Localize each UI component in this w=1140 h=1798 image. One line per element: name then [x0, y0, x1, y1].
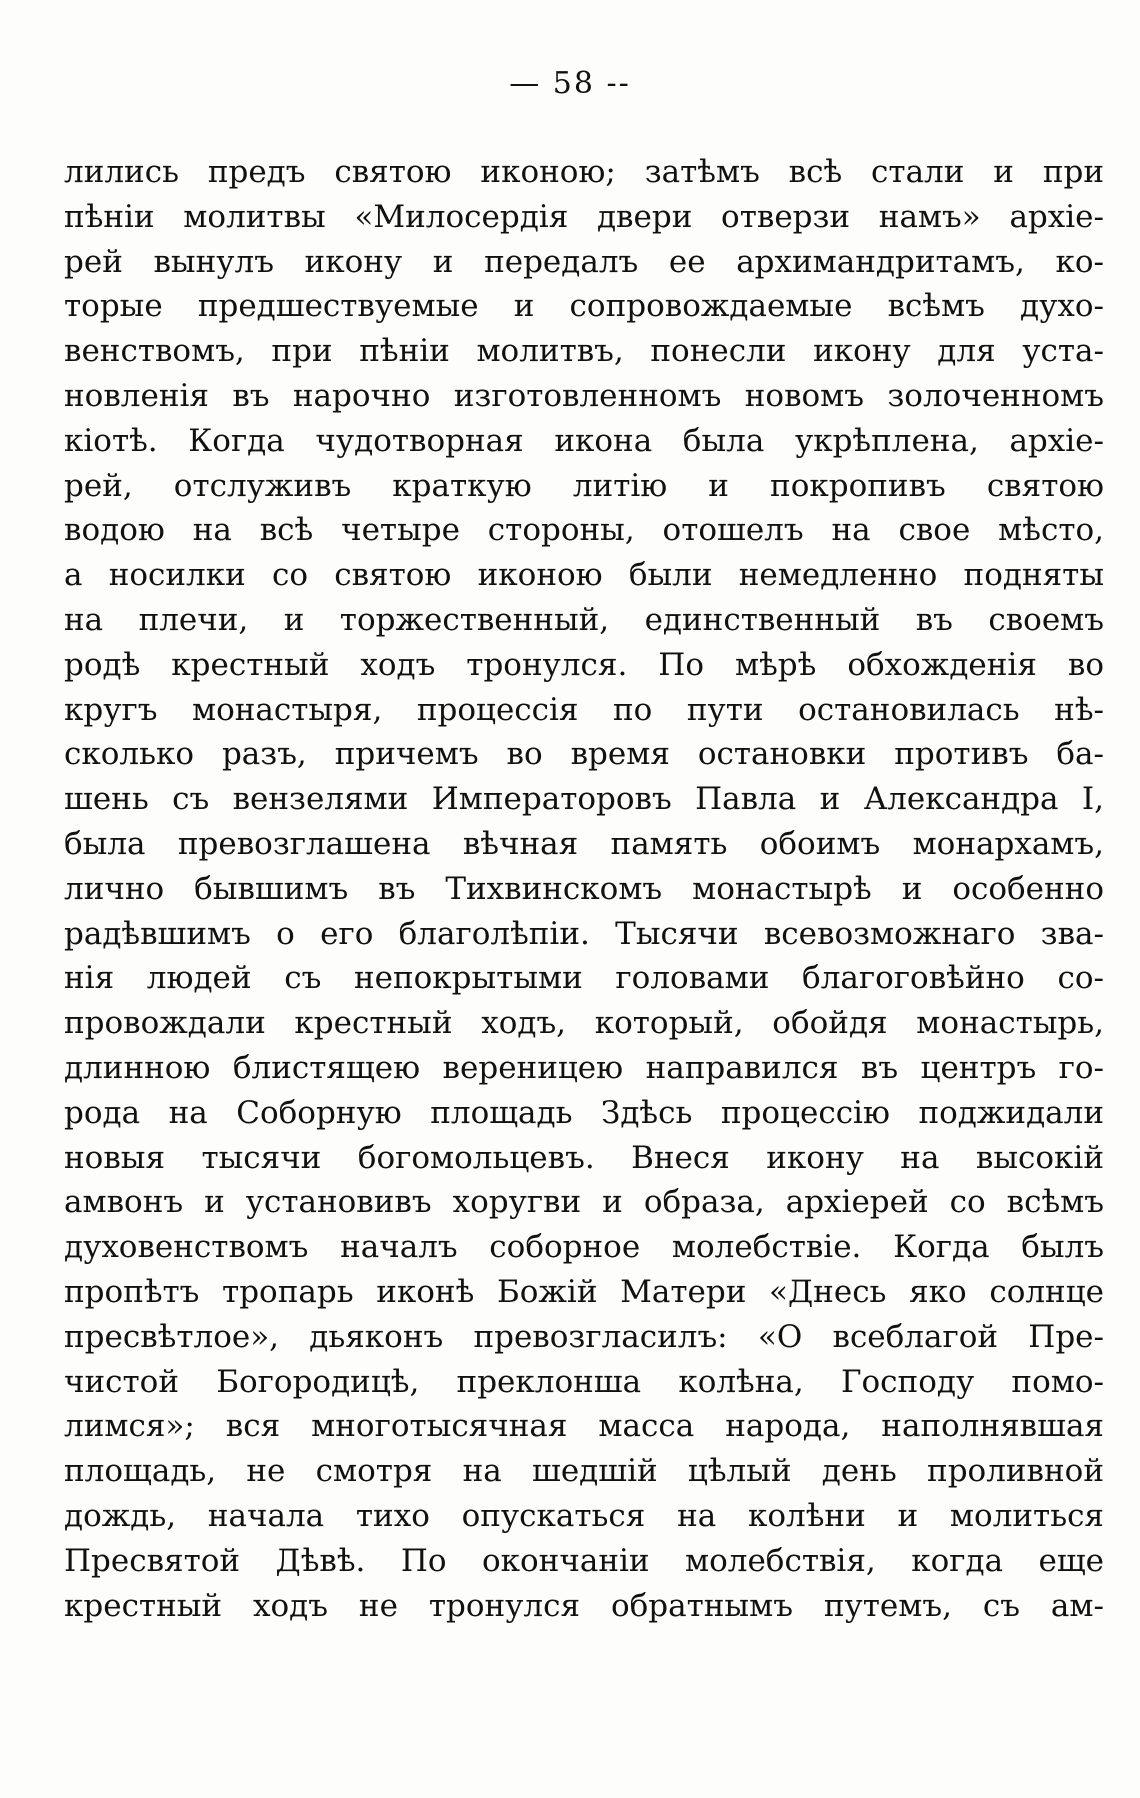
text-line: рей, отслуживъ краткую литію и покропивъ святою	[64, 467, 1104, 504]
text-line: сколько разъ, причемъ во время остановки противъ ба-	[64, 736, 1104, 773]
text-line: духовенствомъ началъ соборное молебствіе. Когда былъ	[64, 1229, 1104, 1266]
text-line: кіотѣ. Когда чудотворная икона была укрѣплена, архіе-	[64, 422, 1104, 459]
text-line: лимся»; вся многотысячная масса народа, наполнявшая	[64, 1408, 1104, 1445]
text-line: кругъ монастыря, процессія по пути остановилась нѣ-	[64, 691, 1104, 728]
text-line: лично бывшимъ въ Тихвинскомъ монастырѣ и особенно	[64, 870, 1104, 907]
text-line: торые предшествуемые и сопровождаемые всѣмъ духо-	[64, 288, 1104, 325]
text-line: родѣ крестный ходъ тронулся. По мѣрѣ обхожденія во	[64, 646, 1104, 683]
text-line: на плечи, и торжественный, единственный въ своемъ	[64, 601, 1104, 638]
text-line: лились предъ святою иконою; затѣмъ всѣ стали и при	[64, 154, 1104, 190]
text-line: венствомъ, при пѣніи молитвъ, понесли икону для уста-	[64, 333, 1104, 370]
text-line: площадь, не смотря на шедшій цѣлый день проливной	[64, 1453, 1104, 1490]
text-line: крестный ходъ не тронулся обратнымъ путемъ, съ ам-	[64, 1587, 1104, 1624]
text-line: чистой Богородицѣ, преклонша колѣна, Господу помо-	[64, 1363, 1104, 1400]
text-line: пресвѣтлое», дьяконъ превозгласилъ: «О всеблагой Пре-	[64, 1318, 1104, 1355]
text-line: Пресвятой Дѣвѣ. По окончаніи молебствія, когда еще	[64, 1542, 1104, 1579]
body-text	[64, 150, 1104, 1628]
text-line: была превозглашена вѣчная память обоимъ монархамъ,	[64, 825, 1104, 862]
text-line: провождали крестный ходъ, который, обойдя монастырь,	[64, 1005, 1104, 1042]
text-line: рей вынулъ икону и передалъ ее архимандритамъ, ко-	[64, 243, 1104, 280]
text-line: пѣніи молитвы «Милосердія двери отверзи намъ» архіе-	[64, 198, 1104, 235]
text-line: нія людей съ непокрытыми головами благоговѣйно со-	[64, 960, 1104, 997]
text-line: пропѣтъ тропарь иконѣ Божій Матери «Днесь яко солнце	[64, 1273, 1104, 1310]
text-line: шень съ вензелями Императоровъ Павла и Александра I,	[64, 781, 1104, 818]
text-line: а носилки со святою иконою были немедленно подняты	[64, 557, 1104, 594]
text-line: радѣвшимъ о его благолѣпіи. Тысячи всевозможнаго зва-	[64, 915, 1104, 952]
text-line: новыя тысячи богомольцевъ. Внеся икону на высокій	[64, 1139, 1104, 1176]
text-line: дождь, начала тихо опускаться на колѣни и молиться	[64, 1497, 1104, 1534]
text-line: рода на Соборную площадь Здѣсь процессію поджидали	[64, 1094, 1104, 1131]
page-number: — 58 --	[509, 66, 631, 101]
text-line: новленія въ нарочно изготовленномъ новомъ золоченномъ	[64, 377, 1104, 414]
text-line: амвонъ и установивъ хоругви и образа, архіерей со всѣмъ	[64, 1184, 1104, 1221]
text-line: водою на всѣ четыре стороны, отошелъ на свое мѣсто,	[64, 512, 1104, 549]
text-line: длинною блистящею вереницею направился въ центръ го-	[64, 1049, 1104, 1086]
